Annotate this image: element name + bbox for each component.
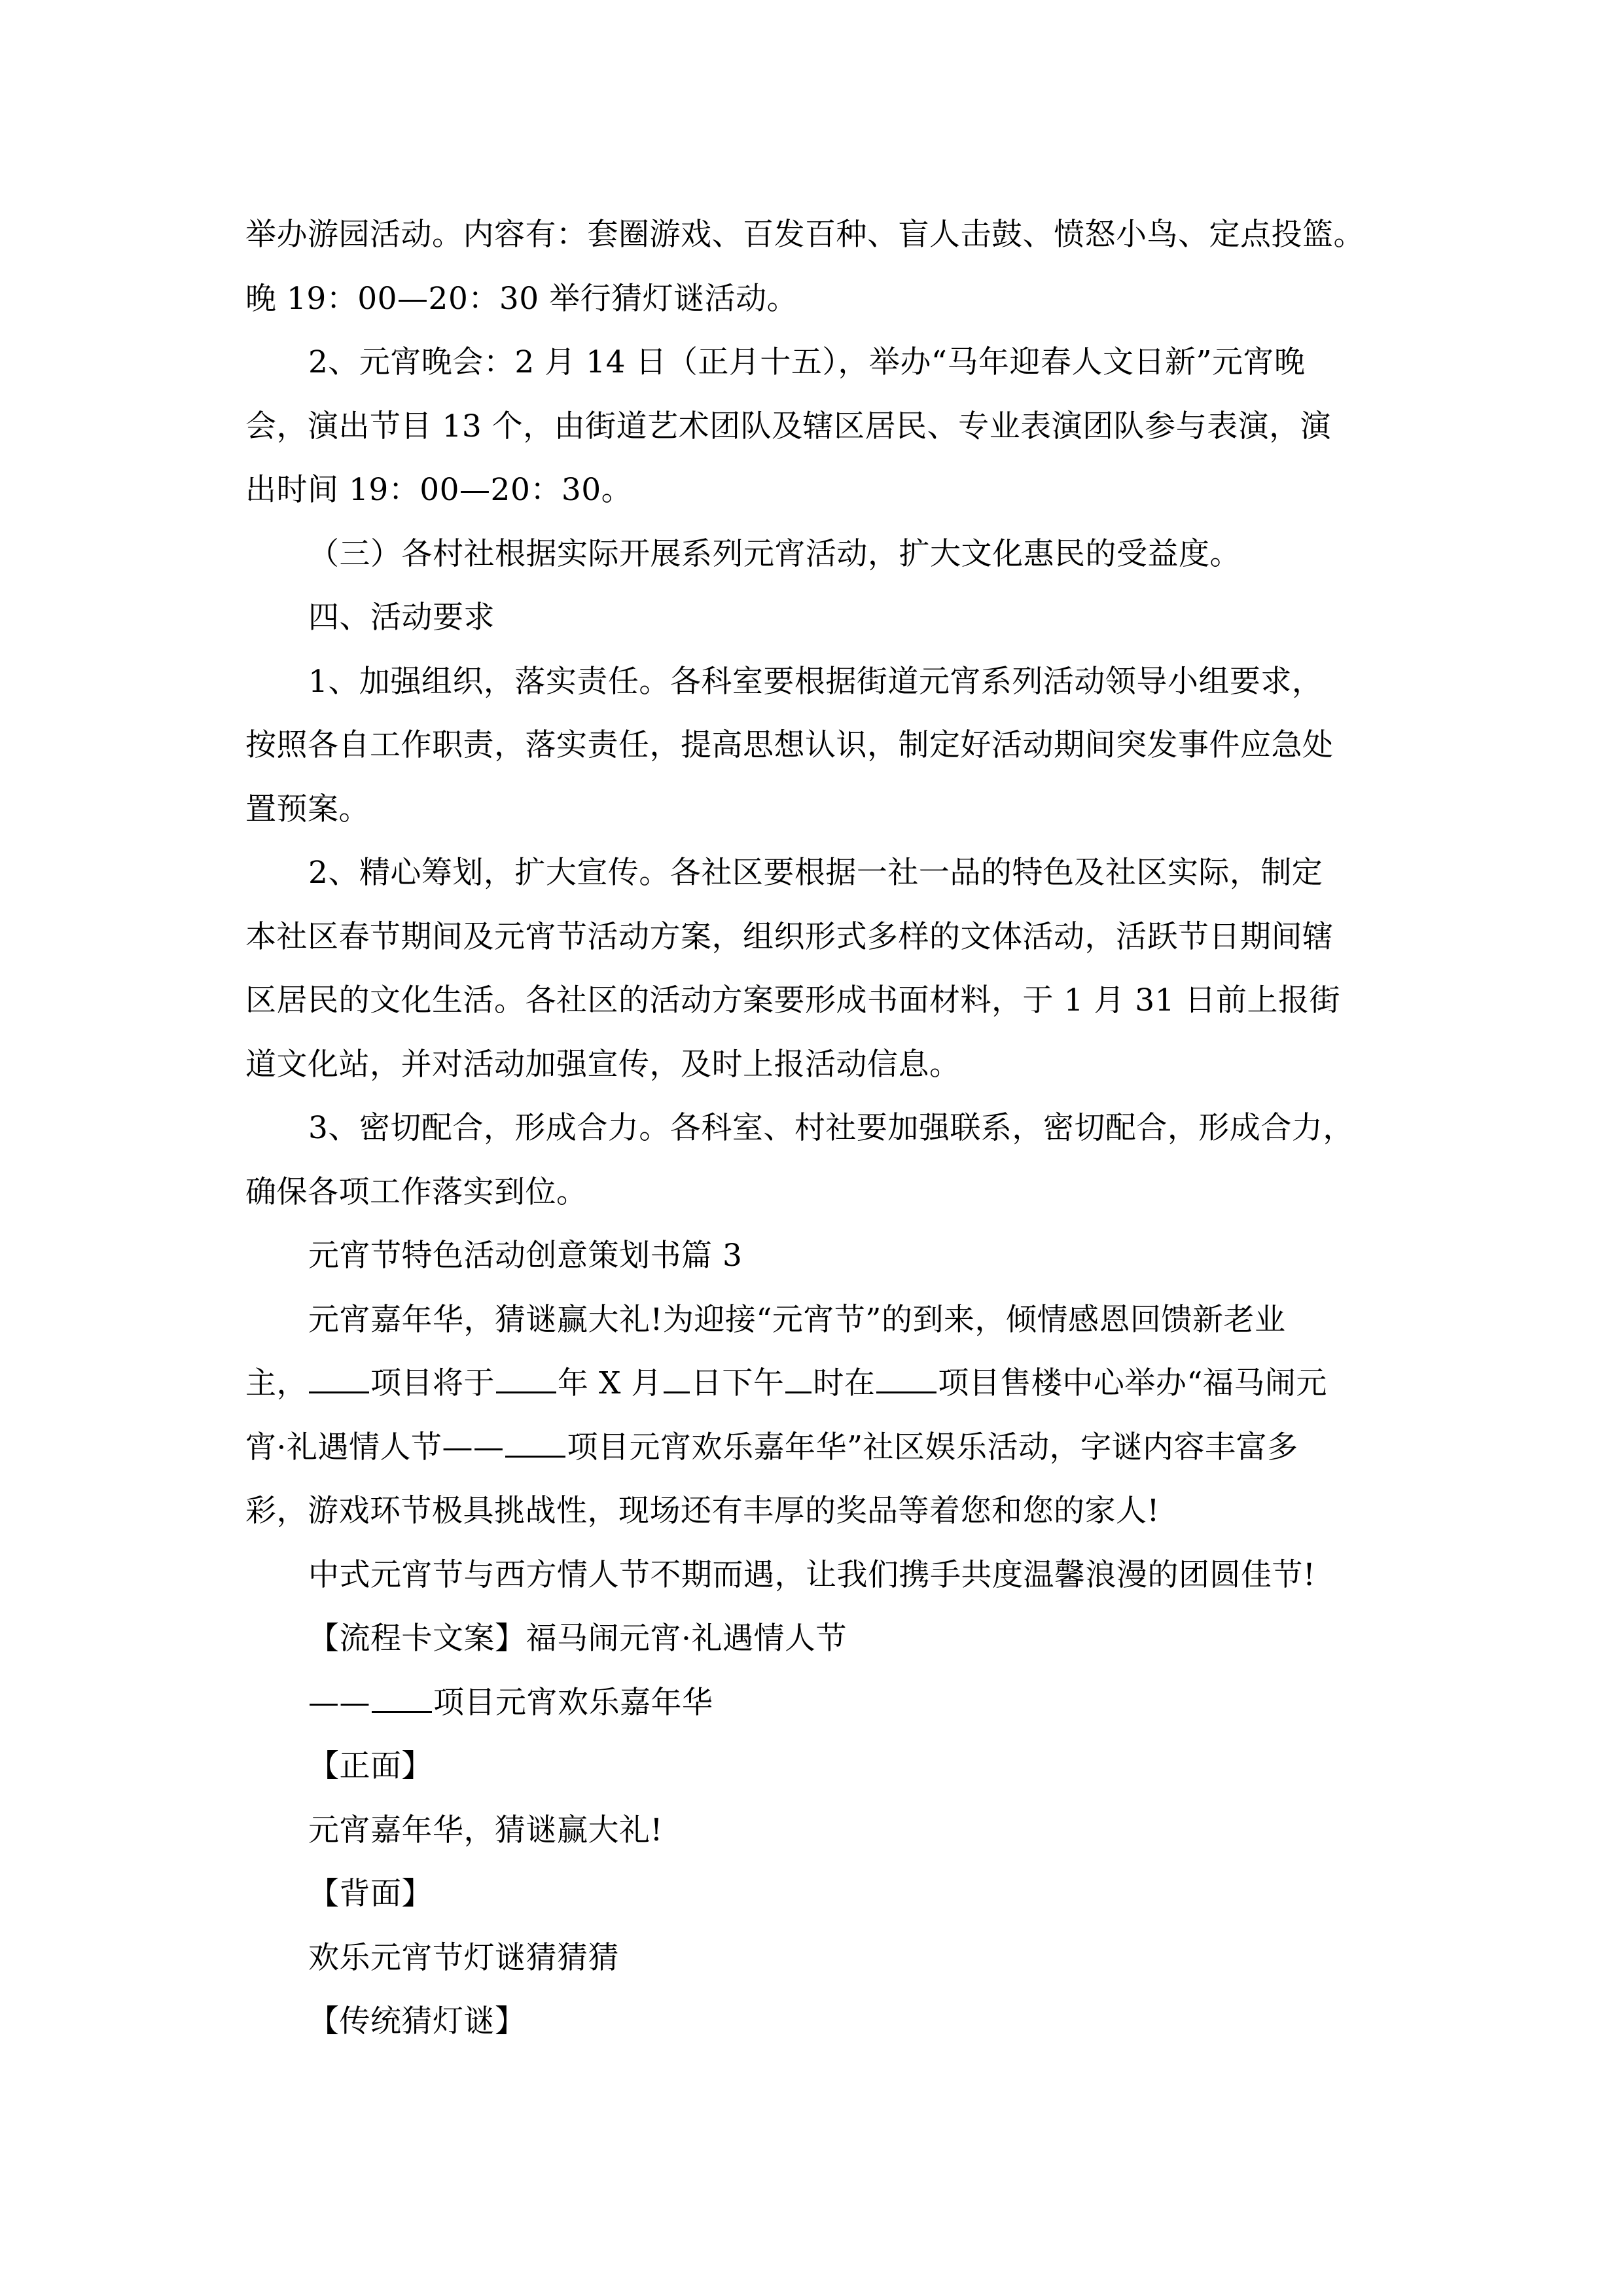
text-line: 中式元宵节与西方情人节不期而遇，让我们携手共度温馨浪漫的团圆佳节! — [308, 1556, 1316, 1593]
text-segment: 项目将于 — [370, 1365, 495, 1401]
text-line: 晚 19：00—20：30 举行猜灯谜活动。 — [245, 280, 798, 317]
fill-blank — [372, 1677, 432, 1713]
text-line: 元宵嘉年华，猜谜赢大礼! — [308, 1812, 663, 1848]
text-line: 道文化站，并对活动加强宣传，及时上报活动信息。 — [245, 1046, 961, 1083]
text-segment: 项目元宵欢乐嘉年华 — [433, 1684, 713, 1721]
text-line: 【流程卡文案】福马闹元宵·礼遇情人节 — [308, 1621, 847, 1657]
fill-blank — [505, 1422, 565, 1458]
card-label: 【正面】 — [308, 1748, 433, 1784]
fill-blank — [785, 1357, 812, 1393]
section-heading: （三）各村社根据实际开展系列元宵活动，扩大文化惠民的受益度。 — [308, 535, 1241, 572]
fill-blank — [664, 1357, 690, 1393]
text-line: 按照各自工作职责，落实责任，提高思想认识，制定好活动期间突发事件应急处 — [245, 727, 1334, 763]
text-line: 置预案。 — [245, 791, 370, 827]
text-segment: 主， — [245, 1365, 308, 1401]
text-segment: 项目元宵欢乐嘉年华”社区娱乐活动，字谜内容丰富多 — [567, 1429, 1298, 1465]
document-page — [245, 203, 1381, 2054]
text-line: 3、密切配合，形成合力。各科室、村社要加强联系，密切配合，形成合力， — [308, 1110, 1354, 1146]
fill-blank — [496, 1357, 556, 1393]
text-line: 区居民的文化生活。各社区的活动方案要形成书面材料，于 1 月 31 日前上报街 — [245, 982, 1340, 1018]
text-segment: 时在 — [813, 1365, 876, 1401]
text-segment: —— — [308, 1684, 370, 1721]
text-line: 彩，游戏环节极具挑战性，现场还有丰厚的奖品等着您和您的家人! — [245, 1493, 1160, 1529]
fill-blank — [309, 1357, 369, 1393]
card-label: 【背面】 — [308, 1876, 433, 1912]
text-line: 会，演出节目 13 个，由街道艺术团队及辖区居民、专业表演团队参与表演，演 — [245, 408, 1332, 444]
text-line: 1、加强组织，落实责任。各科室要根据街道元宵系列活动领导小组要求， — [308, 663, 1323, 700]
text-line: 出时间 19：00—20：30。 — [245, 472, 633, 508]
text-line: 确保各项工作落实到位。 — [245, 1174, 588, 1210]
text-line-with-blanks — [245, 1352, 1381, 1416]
section-heading: 四、活动要求 — [308, 600, 495, 636]
text-line-with-blanks — [245, 1671, 1381, 1735]
text-line-with-blanks — [245, 1416, 1381, 1480]
text-line: 举办游园活动。内容有：套圈游戏、百发百种、盲人击鼓、愤怒小鸟、定点投篮。 — [245, 217, 1364, 253]
card-label: 【传统猜灯谜】 — [308, 2003, 526, 2039]
text-line: 2、元宵晚会：2 月 14 日（正月十五），举办“马年迎春人文日新”元宵晚 — [308, 344, 1306, 380]
text-segment: 日下午 — [690, 1365, 785, 1401]
text-segment: 年 X 月 — [558, 1365, 662, 1401]
text-line: 本社区春节期间及元宵节活动方案，组织形式多样的文体活动，活跃节日期间辖 — [245, 918, 1334, 955]
text-line: 元宵嘉年华，猜谜赢大礼!为迎接“元宵节”的到来，倾情感恩回馈新老业 — [308, 1301, 1286, 1338]
text-line: 欢乐元宵节灯谜猜猜猜 — [308, 1939, 619, 1976]
article-title: 元宵节特色活动创意策划书篇 3 — [308, 1238, 743, 1274]
text-segment: 宵·礼遇情人节—— — [245, 1429, 505, 1465]
text-line: 2、精心筹划，扩大宣传。各社区要根据一社一品的特色及社区实际，制定 — [308, 855, 1323, 891]
fill-blank — [876, 1357, 936, 1393]
text-segment: 项目售楼中心举办“福马闹元 — [938, 1365, 1327, 1401]
